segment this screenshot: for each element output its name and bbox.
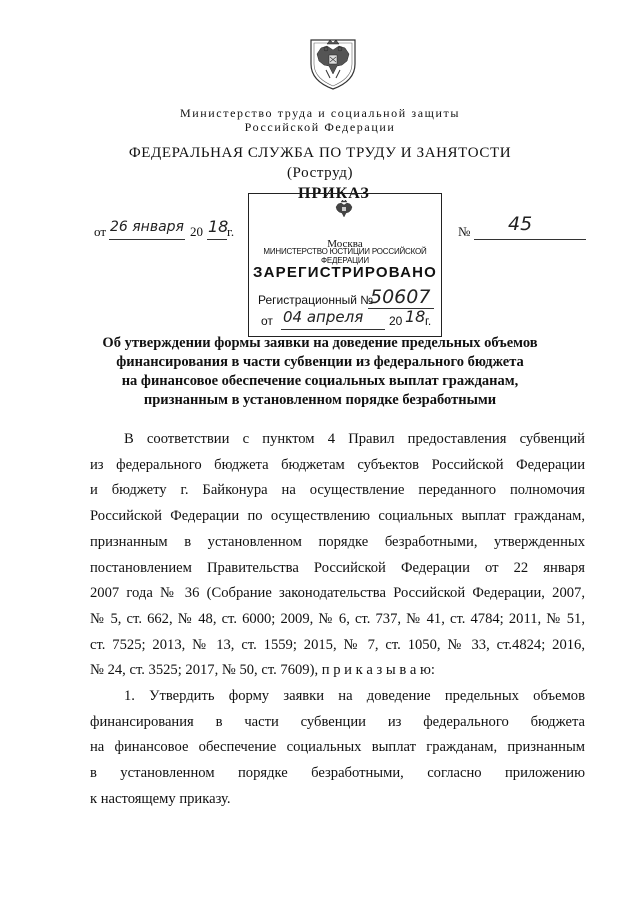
document-title xyxy=(0,334,640,410)
number-label: № xyxy=(458,224,471,239)
stamp-date xyxy=(261,307,439,334)
reg-number-label: Регистрационный № xyxy=(258,293,374,307)
body-line: признанным в установленном порядке безработными, утвержденных xyxy=(90,533,585,550)
title-line: Об утверждении формы заявки на доведение предельных объемов xyxy=(102,335,538,351)
service-name: ФЕДЕРАЛЬНАЯ СЛУЖБА ПО ТРУДУ И ЗАНЯТОСТИ xyxy=(128,145,512,161)
year-handwritten: 18 xyxy=(208,217,229,236)
body-line: из федерального бюджета бюджетам субъектов Российской Федерации xyxy=(90,456,585,473)
year-suffix: г. xyxy=(227,224,235,239)
registration-stamp xyxy=(248,193,442,337)
coat-of-arms-icon xyxy=(308,34,358,90)
order-word: ПРИКАЗ xyxy=(298,185,370,202)
date-underline xyxy=(109,239,185,240)
stamp-date-underline xyxy=(281,329,385,330)
reg-number-handwritten: 50607 xyxy=(370,286,431,308)
stamp-registered: ЗАРЕГИСТРИРОВАНО xyxy=(252,264,438,281)
stamp-ministry: МИНИСТЕРСТВО ЮСТИЦИИ РОССИЙСКОЙ ФЕДЕРАЦИИ xyxy=(263,247,427,265)
year-prefix: 20 xyxy=(190,224,203,239)
stamp-emblem-icon xyxy=(333,199,355,223)
body-line: на финансовое обеспечение социальных выплат гражданам, признанным xyxy=(90,739,585,756)
stamp-date-handwritten: 04 апреля xyxy=(283,308,364,326)
number-handwritten: 45 xyxy=(508,213,533,235)
body-line: № 24, ст. 3525; 2017, № 50, ст. 7609), п р и к а з ы в а ю: xyxy=(90,662,435,679)
number-underline xyxy=(474,239,586,240)
body-line: Российской Федерации по осуществлению социальных выплат гражданам, xyxy=(90,508,585,525)
document-body xyxy=(90,427,585,813)
body-line: № 5, ст. 662, № 48, ст. 6000; 2009, № 6, ст. 737, № 41, ст. 4784; 2011, № 51, xyxy=(90,610,585,627)
body-line: постановлением Правительства Российской Федерации от 22 января xyxy=(90,559,585,576)
stamp-date-prefix: от xyxy=(261,314,273,328)
body-line: финансирования в части субвенции из федерального бюджета xyxy=(90,713,585,730)
body-line: и бюджету г. Байконура на осуществление переданного полномочия xyxy=(90,482,585,499)
date-handwritten: 26 января xyxy=(110,219,184,235)
body-line: к настоящему приказу. xyxy=(90,790,231,807)
order-date xyxy=(94,219,244,243)
stamp-year-handwritten: 18 xyxy=(405,307,426,326)
body-line: ст. 7525; 2013, № 13, ст. 1559; 2015, № 7, ст. 1050, № 33, ст.4824; 2016, xyxy=(90,636,585,653)
year-underline xyxy=(207,239,227,240)
service-abbreviation: (Роструд) xyxy=(286,165,354,181)
city: Москва xyxy=(327,238,363,250)
ministry-name-line2: Российской Федерации xyxy=(244,120,396,134)
ministry-name-line1: Министерство труда и социальной защиты xyxy=(179,106,461,120)
stamp-year-suffix: г. xyxy=(425,314,432,328)
title-line: признанным в установленном порядке безработными xyxy=(143,392,497,408)
body-line: 2007 года № 36 (Собрание законодательства Российской Федерации, 2007, xyxy=(90,585,585,602)
body-line: в установленном порядке безработными, согласно приложению xyxy=(90,765,585,782)
stamp-year-prefix: 20 xyxy=(389,314,403,328)
title-line: на финансовое обеспечение социальных выплат гражданам, xyxy=(121,373,519,389)
order-number xyxy=(458,213,588,241)
body-line: В соответствии с пунктом 4 Правил предоставления субвенций xyxy=(124,431,585,447)
title-line: финансирования в части субвенции из федерального бюджета xyxy=(116,354,524,370)
date-prefix: от xyxy=(94,224,107,239)
body-line: 1. Утвердить форму заявки на доведение предельных объемов xyxy=(124,688,585,705)
